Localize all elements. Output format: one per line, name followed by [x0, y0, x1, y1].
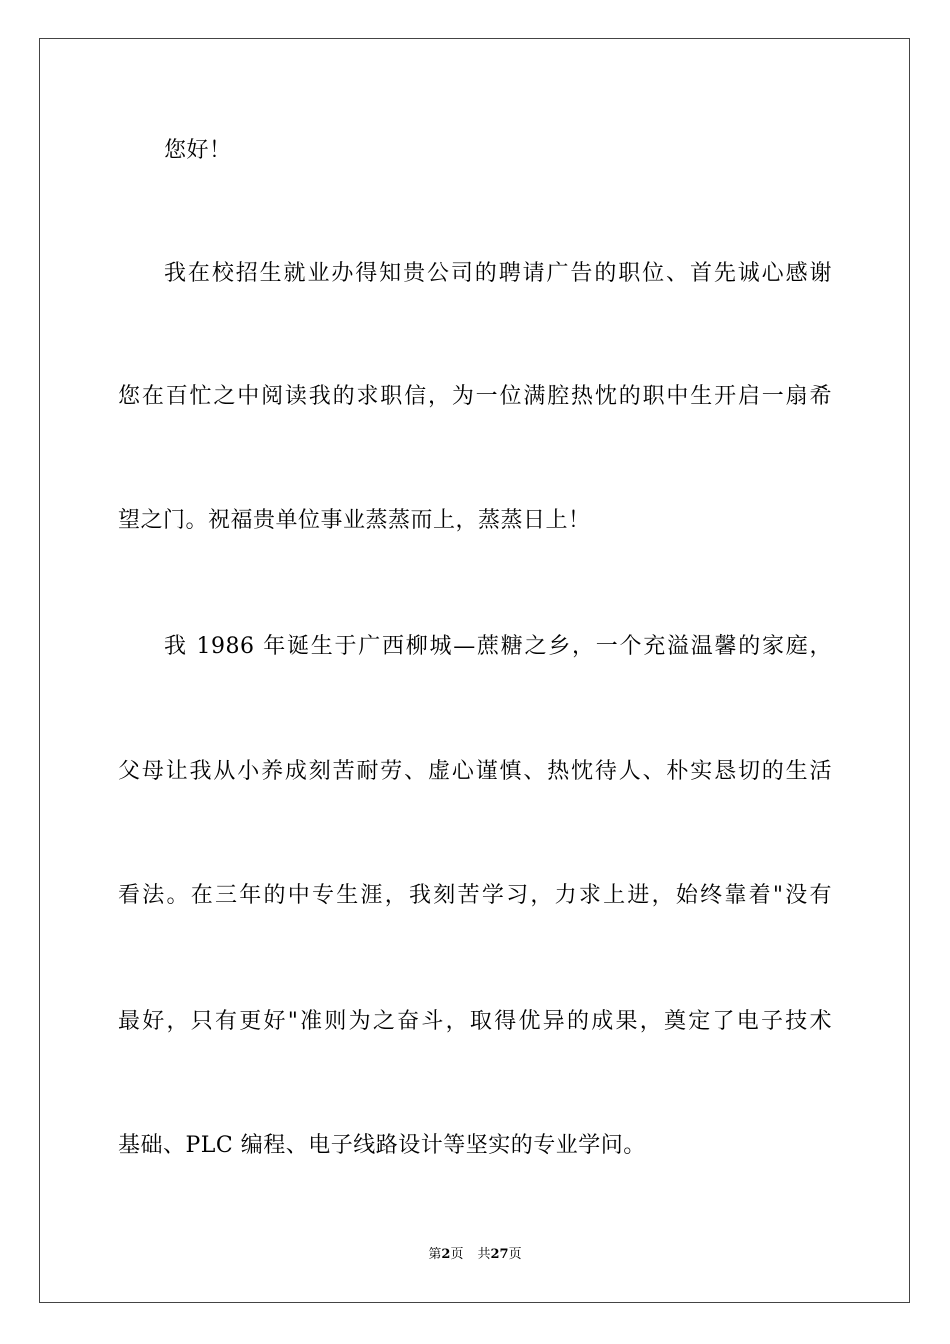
- paragraph-2-line-1: 我 1986 年诞生于广西柳城—蔗糖之乡，一个充溢温馨的家庭，: [164, 634, 832, 659]
- paragraph-2-line-3: 看法。在三年的中专生涯，我刻苦学习，力求上进，始终靠着"没有: [118, 883, 832, 908]
- paragraph-2-line-4: 最好，只有更好"准则为之奋斗，取得优异的成果，奠定了电子技术: [118, 1009, 832, 1034]
- footer-total-prefix: 共: [477, 1247, 491, 1262]
- paragraph-1-line-3: 望之门。祝福贵单位事业蒸蒸而上，蒸蒸日上！: [118, 508, 591, 533]
- greeting: 您好！: [164, 138, 232, 163]
- page-footer: [0, 1246, 950, 1264]
- footer-page-prefix: 第: [428, 1247, 442, 1262]
- footer-total-pages: 27: [490, 1247, 509, 1262]
- footer-total-suffix: 页: [508, 1247, 522, 1262]
- footer-page-number: 2: [441, 1247, 451, 1262]
- footer-page-suffix: 页: [450, 1247, 464, 1262]
- paragraph-1-line-2: 您在百忙之中阅读我的求职信，为一位满腔热忱的职中生开启一扇希: [118, 384, 832, 409]
- page-border: [39, 38, 910, 1303]
- paragraph-2-line-5: 基础、PLC 编程、电子线路设计等坚实的专业学问。: [118, 1133, 646, 1158]
- paragraph-2-line-2: 父母让我从小养成刻苦耐劳、虚心谨慎、热忱待人、朴实恳切的生活: [118, 759, 832, 784]
- paragraph-1-line-1: 我在校招生就业办得知贵公司的聘请广告的职位、首先诚心感谢: [164, 261, 832, 286]
